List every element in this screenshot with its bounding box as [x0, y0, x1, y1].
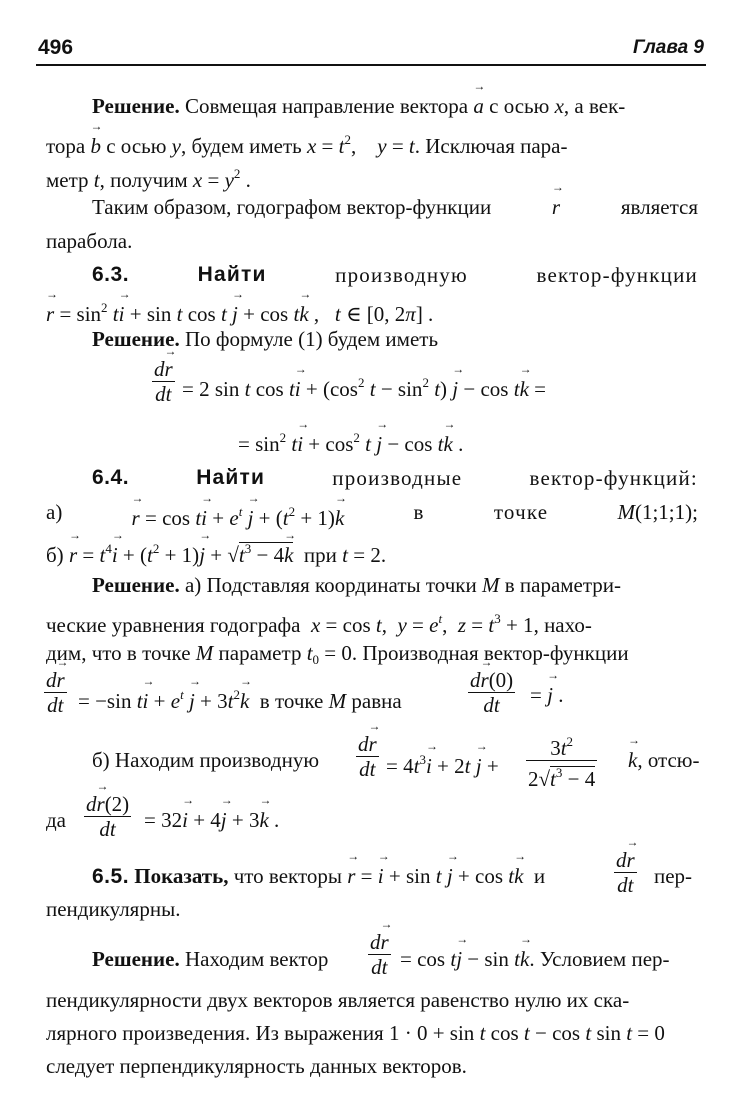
- fraction-3t2: $\frac{3t^2}{2√t^3 - 4}$: [528, 734, 596, 791]
- formula-line: = $\sin^2$ ti → + $\cos^2 t$ j → − cos tk → .: [238, 424, 463, 458]
- page-header: [36, 34, 706, 66]
- exercise-6-5: 6.5. Показать, что векторы r → = i → + sin t j → + cos tk → и: [92, 862, 545, 891]
- exercise-6-4: 6.4. Найти производные вектор-функций:: [92, 466, 698, 490]
- paragraph-line: Решение. а) Подставляя координаты точки M в параметри-: [92, 573, 622, 597]
- paragraph-line: Решение. Находим вектор: [92, 947, 329, 971]
- paragraph-line: тора b → с осью y, будем иметь $x = t^2$, y = t. Исключая пара-: [46, 126, 698, 160]
- formula-line: = cos tj → − sin tk →. Условием пер-: [400, 945, 670, 973]
- fraction-dr-dt: $\frac{dr \to}{dt}$: [44, 668, 67, 717]
- paragraph-line: лярного произведения. Из выражения 1 · 0 + sin t cos t − cos t sin t = 0: [46, 1021, 665, 1045]
- paragraph-line: пендикулярны.: [46, 897, 181, 921]
- fraction-dr-dt: $\frac{dr \to}{dt}$: [356, 732, 379, 781]
- paragraph-line: Таким образом, годографом вектор-функции r → является: [92, 193, 698, 221]
- fraction-dr-dt: $\frac{dr \to}{dt}$: [368, 930, 391, 979]
- paragraph-line: Решение. Совмещая направление вектора a → с осью x, а век-: [92, 92, 698, 120]
- exercise-6-4-a: а) r → = cos ti → + $e^t$ j → + $(t^2 + 1)k$ → в точке M(1;1;1);: [46, 498, 698, 532]
- formula-line: k →, отсю-: [628, 746, 700, 774]
- formula-line: r → = $\sin^2$ ti → + sin t cos t j → + cos tk → , t ∈ [0, 2π] .: [46, 294, 698, 328]
- paragraph-line: парабола.: [46, 229, 133, 253]
- fraction-dr-dt: $\frac{dr \to}{dt}$: [614, 848, 637, 897]
- chapter-title: Глава 9: [633, 37, 704, 58]
- formula-line: = j → .: [530, 681, 563, 709]
- fraction-dr-dt: $\frac{dr \to}{dt}$: [152, 357, 175, 406]
- paragraph-line: следует перпендикулярность данных векторов.: [46, 1054, 467, 1078]
- formula-line: = 32i → + 4j → + 3k → .: [144, 806, 279, 834]
- formula-line: = $4t^3i$ → + 2t j → +: [386, 746, 499, 780]
- paragraph-line: да: [46, 808, 67, 832]
- fraction-dr2-dt: $\frac{dr \to(2)}{dt}$: [84, 792, 131, 841]
- paragraph-line: б) Находим производную: [92, 748, 320, 772]
- exercise-6-4-b: б) r → = $t^4i$ → + $(t^2 + 1)j$ → + $√t^3 - 4k$ → при t = 2.: [46, 535, 698, 569]
- paragraph-line: дим, что в точке M параметр $t_0 = 0$. Производная вектор-функции: [46, 641, 629, 667]
- paragraph-line: Решение. По формуле (1) будем иметь: [92, 327, 439, 351]
- paragraph-line: пер-: [654, 864, 693, 888]
- page-number: 496: [38, 36, 74, 59]
- formula-line: = −sin ti → + $e^t$ j → + $3t^2k \to в$ точке M равна: [78, 681, 402, 715]
- paragraph-line: пендикулярности двух векторов является равенство нулю их ска-: [46, 988, 630, 1012]
- paragraph-line: ческие уравнения годографа x = cos t, $y = e^t$, $z = t^3 + 1$, нахо-: [46, 611, 592, 637]
- fraction-dr0-dt: $\frac{dr \to(0)}{dt}$: [468, 668, 515, 717]
- formula-line: = 2 sin t cos ti → + ($\cos^2$ $t - \sin^2 t$) j → − cos tk → =: [182, 369, 546, 403]
- paragraph-line: метр t, получим $x = y^2$ .: [46, 166, 251, 192]
- exercise-6-3: 6.3. Найти производную вектор-функции: [92, 263, 698, 287]
